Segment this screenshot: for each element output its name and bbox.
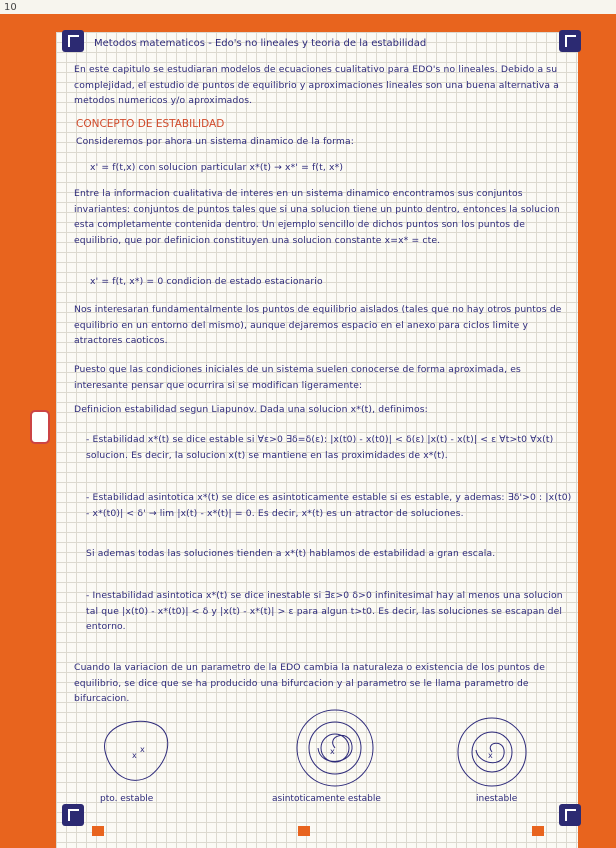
page-number: 10: [4, 2, 17, 13]
caption-asymptotic: asintoticamente estable: [272, 794, 381, 804]
footer-mark: [532, 826, 544, 836]
footer-mark: [298, 826, 310, 836]
equation-2: x' = f(t, x*) = 0 condicion de estado estacionario: [90, 276, 323, 287]
section-heading: CONCEPTO DE ESTABILIDAD: [76, 118, 225, 130]
svg-text:x: x: [132, 751, 137, 760]
stability-diagrams: [80, 706, 560, 794]
svg-text:x: x: [140, 745, 145, 754]
corner-logo-icon: [62, 804, 84, 826]
invariants-paragraph: Entre la informacion cualitativa de interes en un sistema dinamico encontramos sus conjuntos invariantes: conjuntos de puntos tales que si una solucion tiene un punto dentro, entonces la solucion esta completamente contenida dentro. Un ejemplo sencillo de dichos puntos son los puntos de equilibrio, que por definicion constituyen una solucion constante x=x* = cte.: [74, 188, 560, 246]
initial-conditions-paragraph: Puesto que las condiciones iniciales de un sistema suelen conocerse de forma aproximada, es interesante pensar que ocurrira si se modifican ligeramente:: [74, 364, 521, 391]
unstable-diagram: [458, 718, 526, 786]
asymptotically-stable-diagram: [297, 710, 373, 786]
corner-logo-icon: [559, 804, 581, 826]
right-frame: [578, 14, 616, 848]
corner-logo-icon: [62, 30, 84, 52]
svg-text:x: x: [330, 747, 335, 756]
corner-logo-icon: [559, 30, 581, 52]
bifurcation-paragraph: Cuando la variacion de un parametro de la EDO cambia la naturaleza o existencia de los puntos de equilibrio, se dice que se ha producido una bifurcacion y al parametro se le llama parametro de bifurcacion.: [74, 662, 546, 704]
asymptotic-stability-definition: - Estabilidad asintotica x*(t) se dice es asintoticamente estable si es estable, y ademas: ∃δ'>0 : |x(t0) - x*(t0)| < δ' → lim |x(t) - x*(t)| = 0. Es decir, x*(t) es un atractor de soluciones.: [86, 492, 572, 519]
caption-stable: pto. estable: [100, 794, 154, 804]
top-frame: [0, 14, 616, 32]
binder-clip-icon: [30, 410, 50, 444]
stability-definition: - Estabilidad x*(t) se dice estable si ∀ε>0 ∃δ=δ(ε): |x(t0) - x(t0)| < δ(ε) |x(t) - x(t)| < ε ∀t>t0 ∀x(t) solucion. Es decir, la solucion x(t) se mantiene en las proximidades de x*(t).: [86, 434, 554, 461]
svg-text:x: x: [488, 751, 493, 760]
liapunov-definition: Definicion estabilidad segun Liapunov. Dada una solucion x*(t), definimos:: [74, 404, 428, 415]
instability-definition: - Inestabilidad asintotica x*(t) se dice inestable si ∃ε>0 δ>0 infinitesimal hay al menos una solucion tal que |x(t0) - x*(t0)| < δ y |x(t) - x*(t)| > ε para algun t>t0. Es decir, las soluciones se escapan del entorno.: [86, 590, 563, 632]
equation-1: x' = f(t,x) con solucion particular x*(t) → x*' = f(t, x*): [90, 162, 344, 173]
page-title: Metodos matematicos - Edo's no lineales y teoria de la estabilidad: [94, 38, 427, 49]
stable-point-diagram: [105, 721, 168, 780]
footer-mark: [92, 826, 104, 836]
consider-text: Consideremos por ahora un sistema dinamico de la forma:: [76, 136, 355, 147]
intro-paragraph: En este capitulo se estudiaran modelos de ecuaciones cualitativo para EDO's no lineales. Debido a su complejidad, el estudio de puntos de equilibrio y aproximaciones lineales son una buena alternativa a metodos numericos y/o aproximados.: [74, 64, 559, 106]
interest-paragraph: Nos interesaran fundamentalmente los puntos de equilibrio aislados (tales que no hay otros puntos de equilibrio en un entorno del mismo), aunque dejaremos espacio en el anexo para ciclos limite y atractores caoticos.: [74, 304, 562, 346]
caption-unstable: inestable: [476, 794, 518, 804]
global-stability-text: Si ademas todas las soluciones tienden a x*(t) hablamos de estabilidad a gran escala.: [86, 548, 496, 559]
